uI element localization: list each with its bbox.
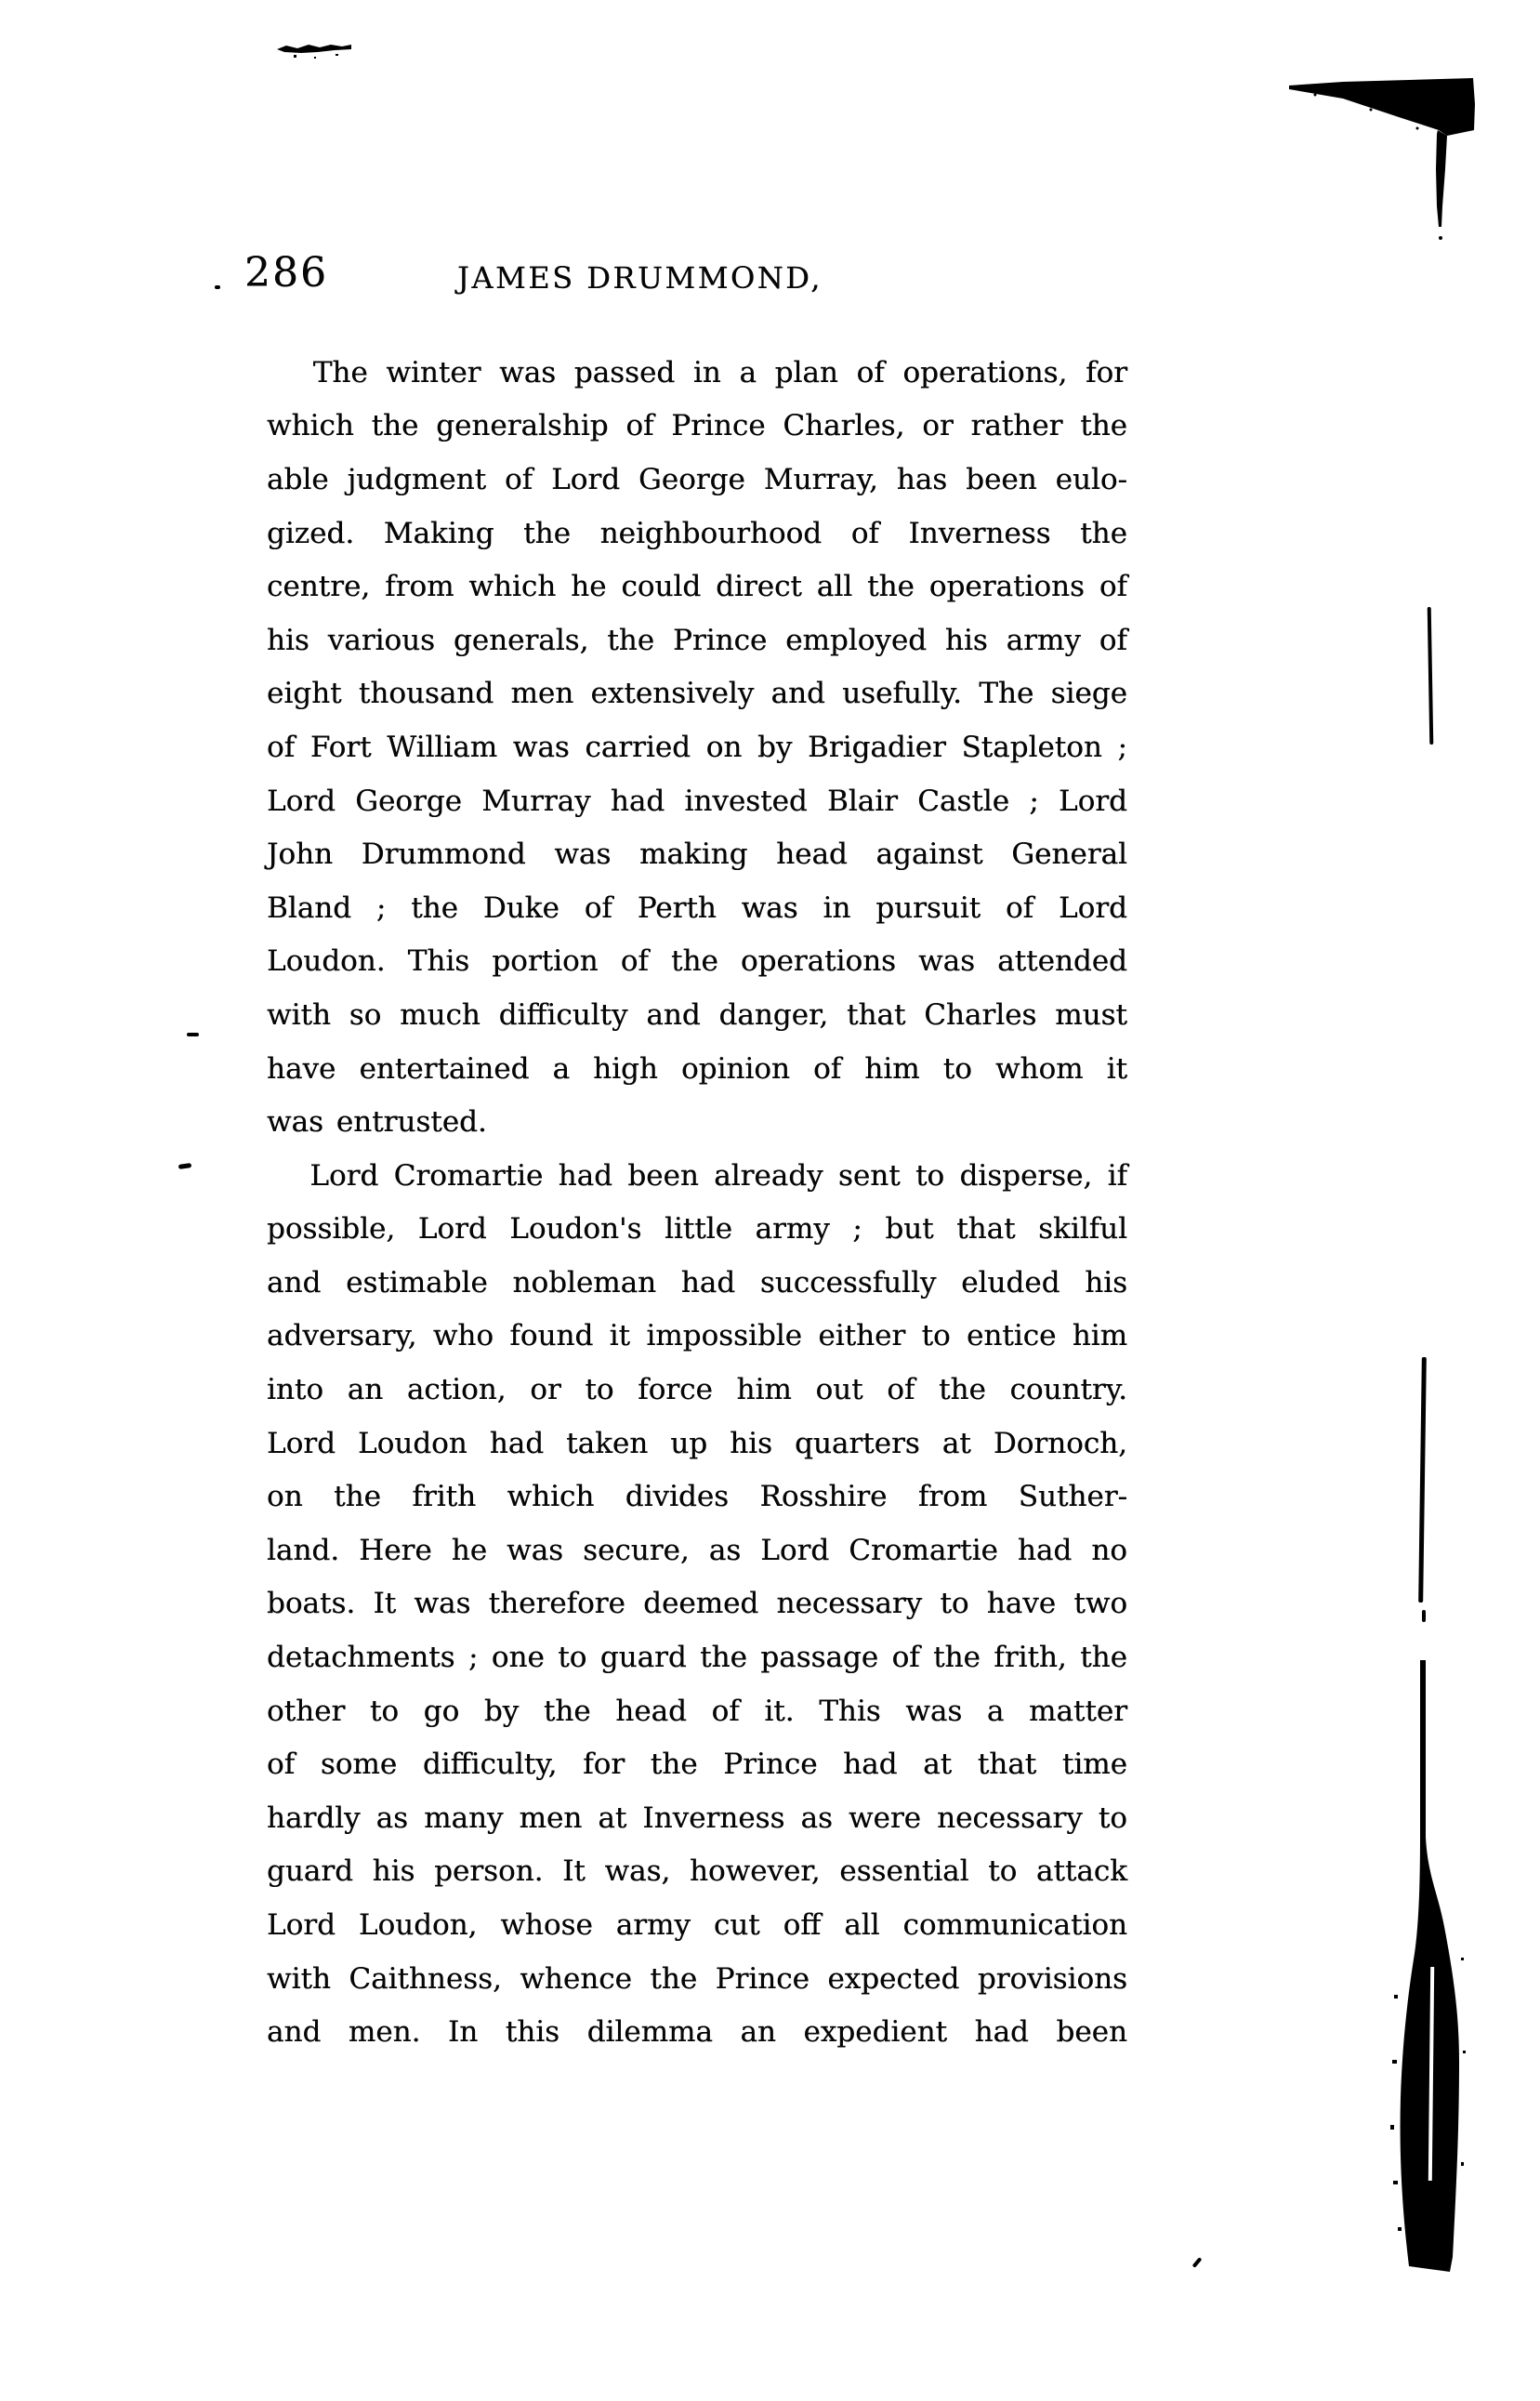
ink-streak-right-upper <box>1428 607 1434 745</box>
text-line: with Caithness, whence the Prince expected provisions <box>267 1961 1127 1996</box>
text-line: of some difficulty, for the Prince had at that time <box>267 1748 1127 1782</box>
ink-wedge-top-right <box>1287 76 1482 252</box>
text-line: into an action, or to force him out of the country. <box>267 1373 1127 1407</box>
text-line: guard his person. It was, however, essential to attack <box>267 1854 1127 1889</box>
text-line: The winter was passed in a plan of operations, for <box>312 355 1127 389</box>
ink-blob-bottom-right <box>1387 1660 1468 2287</box>
text-line: Lord Loudon had taken up his quarters at Dornoch, <box>267 1426 1127 1460</box>
text-line: and men. In this dilemma an expedient had been <box>267 2015 1127 2050</box>
text-line: Lord Loudon, whose army cut off all communication <box>267 1908 1127 1943</box>
text-line: John Drummond was making head against General <box>267 838 1127 872</box>
page-number: 286 <box>244 249 328 297</box>
text-line: adversary, who found it impossible either to entice him <box>267 1319 1127 1353</box>
text-line: other to go by the head of it. This was a matter <box>267 1694 1127 1728</box>
text-line: with so much difficulty and danger, that Charles must <box>267 997 1127 1032</box>
body-text <box>267 346 1127 2059</box>
text-line: eight thousand men extensively and usefully. The siege <box>267 677 1127 711</box>
text-line: and estimable nobleman had successfully eluded his <box>267 1265 1127 1299</box>
text-line: on the frith which divides Rosshire from Suther- <box>267 1480 1127 1514</box>
text-line: centre, from which he could direct all the operations of <box>267 570 1127 604</box>
ink-tick-right-middle <box>1422 1610 1426 1622</box>
text-line: Loudon. This portion of the operations was attended <box>267 944 1127 979</box>
text-line: Bland ; the Duke of Perth was in pursuit of Lord <box>267 890 1127 925</box>
ink-streak-right-middle <box>1418 1357 1427 1603</box>
margin-dash-lower <box>178 1163 192 1169</box>
speck-before-pagenum <box>215 285 220 289</box>
text-line: his various generals, the Prince employed his army of <box>267 623 1127 657</box>
margin-dash-upper <box>187 1033 199 1036</box>
text-line: Lord George Murray had invested Blair Castle ; Lord <box>267 784 1127 818</box>
text-line: able judgment of Lord George Murray, has been eulo- <box>267 462 1127 496</box>
speck-bottom-center <box>1192 2257 1203 2268</box>
text-line: boats. It was therefore deemed necessary to have two <box>267 1587 1127 1621</box>
ink-smudge-top-left <box>277 41 355 73</box>
text-line: land. Here he was secure, as Lord Cromartie had no <box>267 1533 1127 1567</box>
text-line: which the generalship of Prince Charles, or rather the <box>267 409 1127 443</box>
text-line: was entrusted. <box>267 1105 487 1140</box>
text-line: detachments ; one to guard the passage of the frith, the <box>267 1641 1127 1675</box>
text-line: of Fort William was carried on by Brigadier Stapleton ; <box>267 730 1127 764</box>
text-line: hardly as many men at Inverness as were necessary to <box>267 1801 1127 1835</box>
text-line: possible, Lord Loudon's little army ; but that skilful <box>267 1212 1127 1247</box>
text-line: Lord Cromartie had been already sent to disperse, if <box>309 1158 1127 1193</box>
text-line: gized. Making the neighbourhood of Inverness the <box>267 516 1127 550</box>
text-line: have entertained a high opinion of him to whom it <box>267 1051 1127 1086</box>
running-head: JAMES DRUMMOND, <box>457 260 823 296</box>
